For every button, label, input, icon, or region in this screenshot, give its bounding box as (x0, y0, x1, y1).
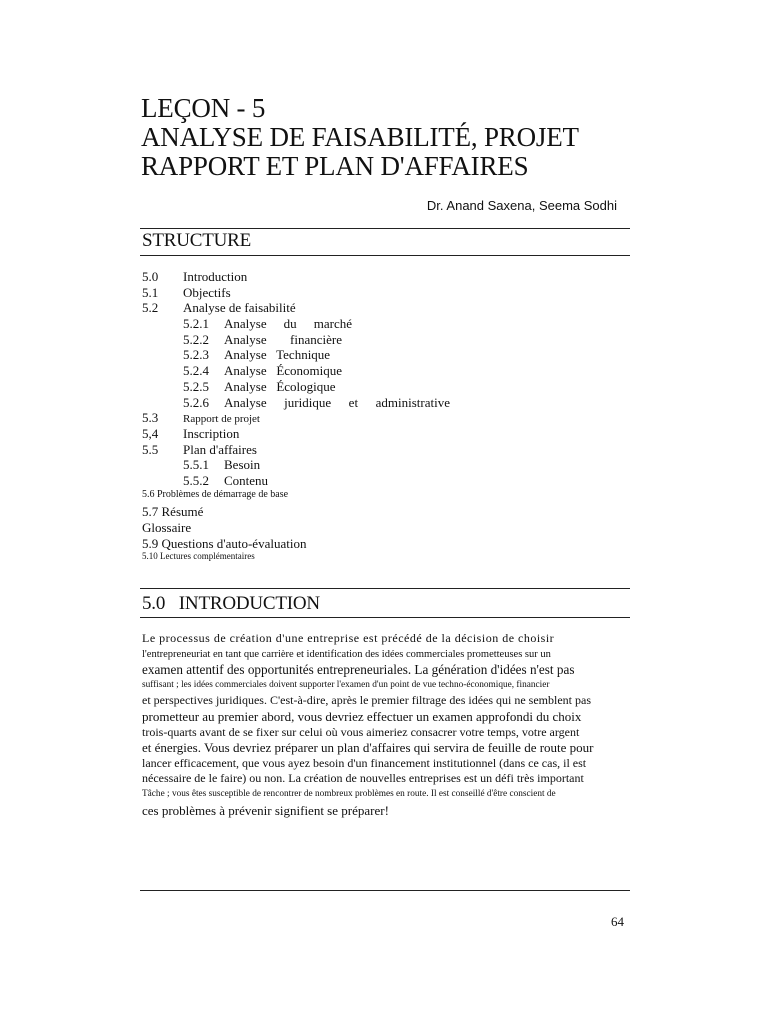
lesson-title-line-1: ANALYSE DE FAISABILITÉ, PROJET (141, 122, 579, 152)
list-item: 5.1 Objectifs (142, 284, 231, 300)
introduction-paragraph (142, 631, 628, 818)
list-item: 5.5.1 Besoin (183, 457, 261, 473)
list-item: 5,4 Inscription (142, 425, 240, 441)
divider-intro-top (140, 588, 630, 589)
paragraph-line: prometteur au premier abord, vous devriez effectuer un examen approfondi du choix (142, 708, 582, 724)
list-item: 5.5 Plan d'affaires (142, 441, 257, 457)
list-item: 5.0 Introduction (142, 269, 248, 284)
divider-intro (140, 617, 630, 618)
paragraph-line: examen attentif des opportunités entrepreneuriales. La génération d'idées n'est pas (142, 662, 575, 678)
list-item: 5.2.6 Analyse juridique et administrative (183, 394, 450, 410)
list-item: 5.2.3 Analyse Technique (183, 347, 331, 363)
divider-structure (140, 255, 630, 256)
paragraph-line: Le processus de création d'une entreprise est précédé de la décision de choisir (142, 631, 555, 645)
paragraph-line: et perspectives juridiques. C'est-à-dire, après le premier filtrage des idées qui ne semblent pas (142, 693, 592, 708)
structure-list (142, 269, 612, 567)
introduction-title: 5.0 INTRODUCTION (142, 593, 320, 614)
lesson-heading (141, 94, 631, 181)
lesson-number: LEÇON - 5 (141, 93, 266, 123)
divider-top (140, 228, 630, 229)
paragraph-line: nécessaire de le faire) ou non. La création de nouvelles entreprises est un défi très important (142, 771, 584, 786)
paragraph-line: trois-quarts avant de se fixer sur celui où vous aimeriez consacrer votre temps, votre argent (142, 724, 580, 739)
list-item: 5.10 Lectures complémentaires (142, 551, 255, 562)
structure-title: STRUCTURE (142, 230, 252, 251)
paragraph-line: lancer efficacement, que vous ayez besoin d'un financement institutionnel (dans ce cas, il est (142, 755, 587, 770)
list-item: 5.6 Problèmes de démarrage de base (142, 488, 289, 500)
list-item: Glossaire (142, 520, 192, 535)
list-item: 5.5.2 Contenu (183, 472, 269, 488)
paragraph-line: Tâche ; vous êtes susceptible de rencontrer de nombreux problèmes en route. Il est conseillé d'être conscient de (142, 788, 556, 799)
list-item: 5.2.5 Analyse Écologique (183, 378, 336, 394)
authors: Dr. Anand Saxena, Seema Sodhi (426, 198, 617, 213)
list-item: 5.2 Analyse de faisabilité (142, 300, 296, 316)
paragraph-line: ces problèmes à prévenir signifient se préparer! (142, 802, 389, 818)
paragraph-line: l'entrepreneuriat en tant que carrière et identification des idées commerciales prometteuses sur un (142, 648, 551, 660)
list-item: 5.9 Questions d'auto-évaluation (142, 535, 307, 551)
list-item: 5.7 Résumé (142, 504, 204, 520)
page-number: 64 (611, 914, 624, 929)
list-item: 5.3 Rapport de projet (142, 410, 260, 426)
list-item: 5.2.1 Analyse du marché (183, 316, 352, 332)
divider-footer (140, 890, 630, 891)
paragraph-line: et énergies. Vous devriez préparer un plan d'affaires qui servira de feuille de route pour (142, 740, 594, 756)
list-item: 5.2.4 Analyse Économique (183, 363, 343, 379)
paragraph-line: suffisant ; les idées commerciales doivent supporter l'examen d'un point de vue techno-économique, financier (142, 679, 550, 690)
lesson-title-line-2: RAPPORT ET PLAN D'AFFAIRES (141, 151, 529, 181)
list-item: 5.2.2 Analyse financière (183, 331, 342, 347)
